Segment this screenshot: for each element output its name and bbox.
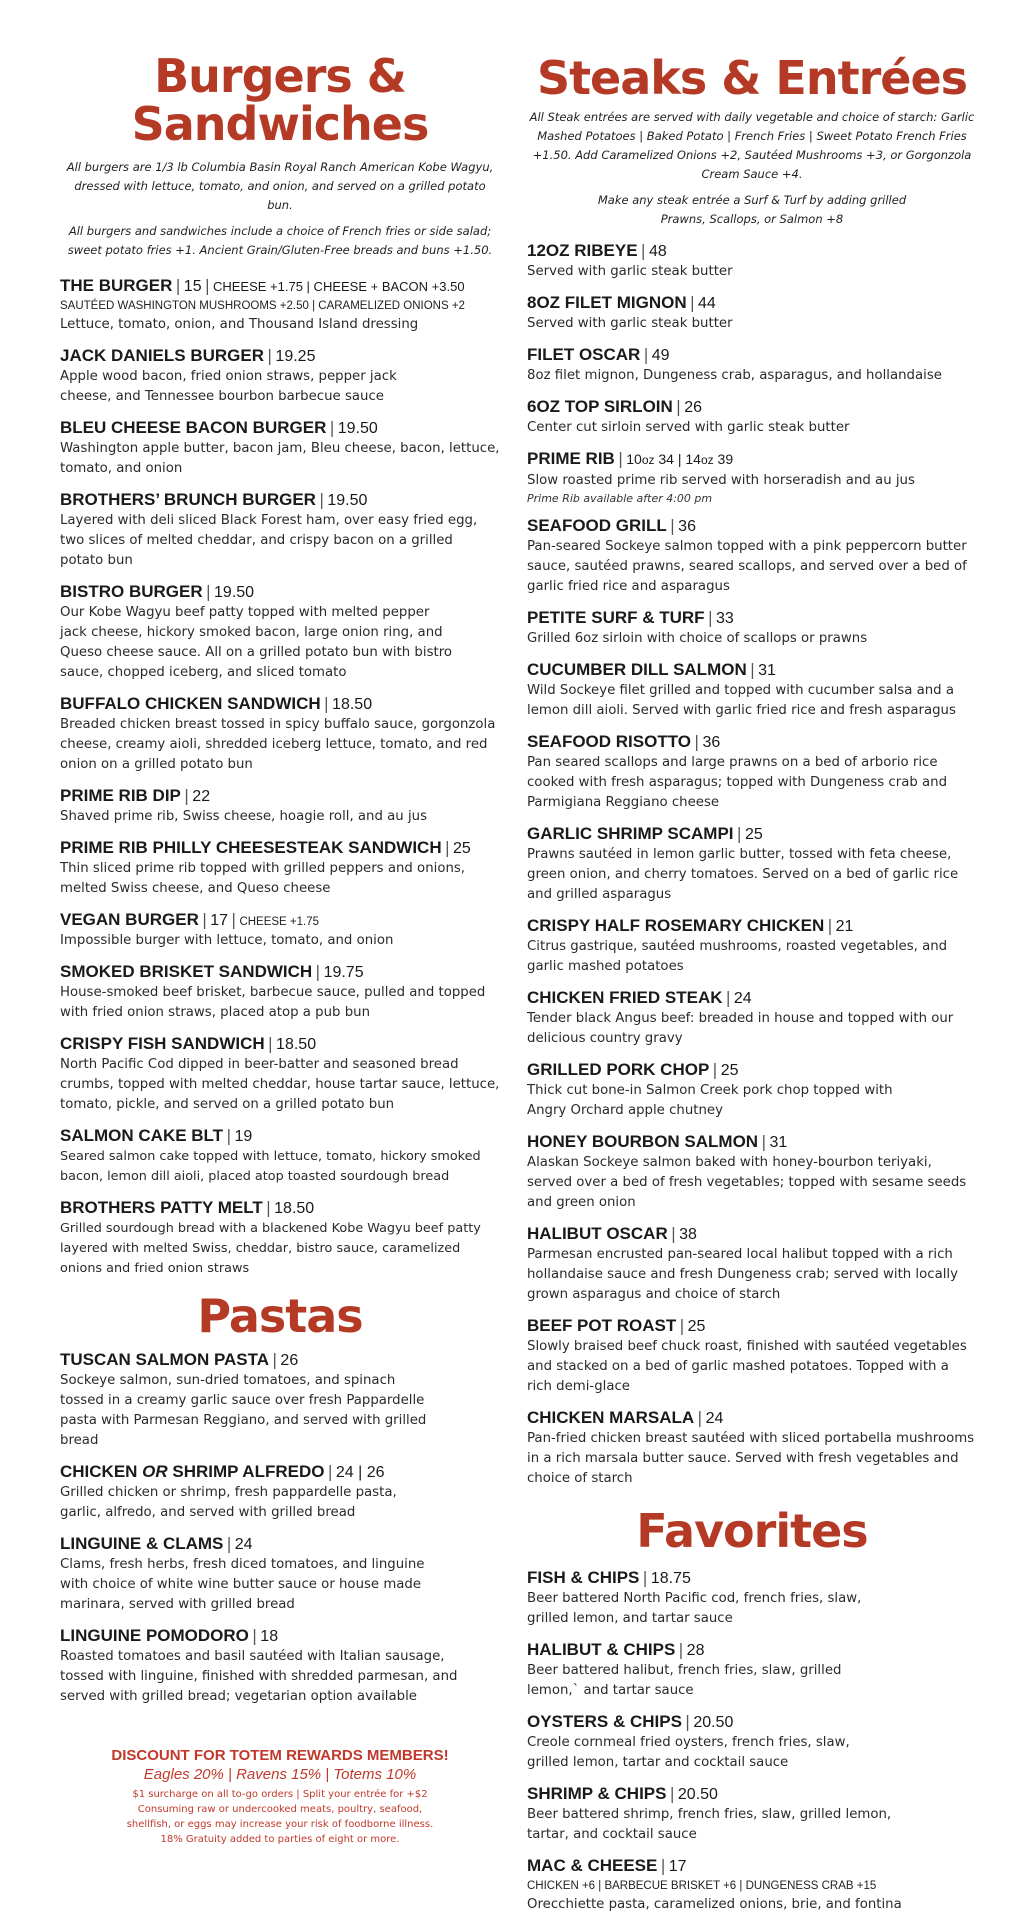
item-name: 8OZ FILET MIGNON — [527, 293, 687, 312]
item-desc: Slowly braised beef chuck roast, finished with sautéed vegetables and stacked on a bed of garlic mashed potatoes. Topped with a rich demi-glace — [527, 1339, 967, 1394]
item-name: SALMON CAKE BLT — [60, 1126, 224, 1145]
item-name: 6OZ TOP SIRLOIN — [527, 397, 673, 416]
item-name: GARLIC SHRIMP SCAMPI — [527, 824, 734, 843]
menu-item: JACK DANIELS BURGER | 19.25 Apple wood bacon, fried onion straws, pepper jack cheese, and Tennessee bourbon barbecue sauce — [60, 345, 500, 407]
pastas-title: Pastas — [197, 1289, 363, 1343]
item-price: 20.50 — [693, 1714, 734, 1731]
item-desc: Grilled 6oz sirloin with choice of scallops or prawns — [527, 631, 868, 646]
menu-item: CHICKEN MARSALA | 24 Pan-fried chicken breast sautéed with sliced portabella mushrooms in a rich marsala butter sauce. Served with fresh vegetables and choice of starch — [527, 1407, 977, 1489]
menu-item: PRIME RIB DIP | 22 Shaved prime rib, Swiss cheese, hoagie roll, and au jus — [60, 785, 500, 827]
item-name: LINGUINE POMODORO — [60, 1626, 249, 1645]
item-desc: Layered with deli sliced Black Forest ham, over easy fried egg, two slices of melted cheddar, and crispy bacon on a grilled potato bun — [60, 513, 478, 568]
menu-item: 6OZ TOP SIRLOIN | 26 Center cut sirloin served with garlic steak butter — [527, 396, 977, 438]
menu-item: FISH & CHIPS | 18.75 Beer battered North Pacific cod, french fries, slaw, grilled lemon, and tartar sauce — [527, 1567, 977, 1629]
menu-item: BISTRO BURGER | 19.50 Our Kobe Wagyu beef patty topped with melted pepper jack cheese, hickory smoked bacon, large onion ring, and Queso cheese sauce. All on a grilled potato bun with bistro sauce, chopped iceberg, and sliced tomato — [60, 581, 500, 683]
item-price: 19.50 — [337, 420, 378, 437]
item-price: 31 — [758, 662, 776, 679]
menu-item: SHRIMP & CHIPS | 20.50 Beer battered shrimp, french fries, slaw, grilled lemon, tartar, and cocktail sauce — [527, 1783, 977, 1845]
item-price: 18 — [260, 1628, 279, 1645]
menu-item: CRISPY HALF ROSEMARY CHICKEN | 21 Citrus gastrique, sautéed mushrooms, roasted vegetables, and garlic mashed potatoes — [527, 915, 977, 977]
item-price: 21 — [835, 918, 854, 935]
footer-line: shellfish, or eggs may increase your risk of foodborne illness. — [126, 1819, 434, 1830]
burgers-title: Burgers & Sandwiches — [131, 49, 429, 151]
menu-item: BUFFALO CHICKEN SANDWICH | 18.50 Breaded chicken breast tossed in spicy buffalo sauce, gorgonzola cheese, creamy aioli, shredded iceberg lettuce, tomato, and red onion on a grilled potato bun — [60, 693, 500, 775]
item-addons-small: SAUTÉED WASHINGTON MUSHROOMS +2.50 | CARAMELIZED ONIONS +2 — [60, 300, 465, 312]
item-price: 38 — [679, 1226, 697, 1243]
item-price: 10oz 34 | 14oz 39 — [626, 451, 734, 467]
item-desc: Our Kobe Wagyu beef patty topped with melted pepper jack cheese, hickory smoked bacon, large onion ring, and Queso cheese sauce. All on a grilled potato bun with bistro sauce, chopped iceberg, and sliced tomato — [60, 605, 453, 680]
item-price: 24 | 26 — [335, 1464, 385, 1481]
item-price: 25 — [720, 1062, 739, 1079]
item-price: 44 — [698, 295, 716, 312]
menu-item: HALIBUT OSCAR | 38 Parmesan encrusted pan-seared local halibut topped with a rich hollandaise sauce and fresh Dungeness crab; served with locally grown asparagus and choice of starch — [527, 1223, 977, 1305]
item-price: 19.75 — [323, 964, 364, 981]
item-name: BROTHERS’ BRUNCH BURGER — [60, 490, 316, 509]
item-desc: Seared salmon cake topped with lettuce, tomato, hickory smoked bacon, lemon dill aioli, placed atop toasted sourdough bread — [60, 1149, 481, 1184]
item-desc: Prawns sautéed in lemon garlic butter, tossed with feta cheese, green onion, and cherry tomatoes. Served on a bed of garlic rice and grilled asparagus — [527, 847, 959, 902]
item-name: CHICKEN OR SHRIMP ALFREDO — [60, 1462, 325, 1481]
item-name: TUSCAN SALMON PASTA — [60, 1350, 270, 1369]
menu-item: PETITE SURF & TURF | 33 Grilled 6oz sirloin with choice of scallops or prawns — [527, 607, 977, 649]
item-price: 48 — [648, 243, 667, 260]
menu-item: PRIME RIB PHILLY CHEESESTEAK SANDWICH | 25 Thin sliced prime rib topped with grilled peppers and onions, melted Swiss cheese, and Queso cheese — [60, 837, 500, 899]
menu-item: BROTHERS’ BRUNCH BURGER | 19.50 Layered with deli sliced Black Forest ham, over easy fried egg, two slices of melted cheddar, and crispy bacon on a grilled potato bun — [60, 489, 500, 571]
item-name: THE BURGER — [60, 276, 173, 295]
item-price: 36 — [678, 518, 696, 535]
item-price: 18.50 — [332, 696, 373, 713]
item-name: BROTHERS PATTY MELT — [60, 1198, 263, 1217]
right-column — [527, 0, 977, 1925]
item-name: BEEF POT ROAST — [527, 1316, 677, 1335]
item-desc: Thick cut bone-in Salmon Creek pork chop topped with Angry Orchard apple chutney — [527, 1083, 893, 1118]
item-desc: Breaded chicken breast tossed in spicy buffalo sauce, gorgonzola cheese, creamy aioli, shredded iceberg lettuce, tomato, and red onion on a grilled potato bun — [60, 717, 496, 772]
item-price: 17 — [210, 912, 229, 929]
menu-item: PRIME RIB | 10oz 34 | 14oz 39 Slow roasted prime rib served with horseradish and au jus Prime Rib available after 4:00 pm — [527, 448, 977, 505]
item-desc: Shaved prime rib, Swiss cheese, hoagie roll, and au jus — [60, 809, 428, 824]
item-desc: Parmesan encrusted pan-seared local halibut topped with a rich hollandaise sauce and fresh Dungeness crab; served with locally grown asparagus and choice of starch — [527, 1247, 958, 1302]
menu-item: GARLIC SHRIMP SCAMPI | 25 Prawns sautéed in lemon garlic butter, tossed with feta cheese, green onion, and cherry tomatoes. Served on a bed of garlic rice and grilled asparagus — [527, 823, 977, 905]
menu-item: SEAFOOD RISOTTO | 36 Pan seared scallops and large prawns on a bed of arborio rice cooked with fresh asparagus; topped with Dungeness crab and Parmigiana Reggiano cheese — [527, 731, 977, 813]
menu-item: BEEF POT ROAST | 25 Slowly braised beef chuck roast, finished with sautéed vegetables and stacked on a bed of garlic mashed potatoes. Topped with a rich demi-glace — [527, 1315, 977, 1397]
item-desc: Sockeye salmon, sun-dried tomatoes, and spinach tossed in a creamy garlic sauce over fresh Pappardelle pasta with Parmesan Reggiano, and served with grilled bread — [60, 1373, 427, 1448]
item-desc: House-smoked beef brisket, barbecue sauce, pulled and topped with fried onion straws, placed atop a pub bun — [60, 985, 486, 1020]
item-name: BLEU CHEESE BACON BURGER — [60, 418, 327, 437]
item-desc: 8oz filet mignon, Dungeness crab, asparagus, and hollandaise — [527, 368, 942, 383]
favorites-title: Favorites — [636, 1504, 868, 1558]
rewards-title: DISCOUNT FOR TOTEM REWARDS MEMBERS! — [111, 1747, 449, 1764]
item-price: 31 — [769, 1134, 788, 1151]
menu-item: SEAFOOD GRILL | 36 Pan-seared Sockeye salmon topped with a pink peppercorn butter sauce, sautéed prawns, seared scallops, and served over a bed of garlic fried rice and asparagus — [527, 515, 977, 597]
item-desc: Wild Sockeye filet grilled and topped with cucumber salsa and a lemon dill aioli. Served with garlic fried rice and fresh asparagus — [527, 683, 956, 718]
item-price: 18.50 — [276, 1036, 317, 1053]
item-desc: Clams, fresh herbs, fresh diced tomatoes, and linguine with choice of white wine butter sauce or house made marinara, served with grilled bread — [60, 1557, 425, 1612]
item-name: JACK DANIELS BURGER — [60, 346, 265, 365]
menu-item: SMOKED BRISKET SANDWICH | 19.75 House-smoked beef brisket, barbecue sauce, pulled and topped with fried onion straws, placed atop a pub bun — [60, 961, 500, 1023]
item-desc: Beer battered shrimp, french fries, slaw, grilled lemon, tartar, and cocktail sauce — [527, 1807, 892, 1842]
menu-item: HONEY BOURBON SALMON | 31 Alaskan Sockeye salmon baked with honey-bourbon teriyaki, served over a bed of fresh vegetables; topped with sesame seeds and green onion — [527, 1131, 977, 1213]
item-price: 22 — [192, 788, 211, 805]
item-price: 20.50 — [677, 1786, 718, 1803]
item-desc: Pan-seared Sockeye salmon topped with a pink peppercorn butter sauce, sautéed prawns, seared scallops, and served over a bed of garlic fried rice and asparagus — [527, 539, 967, 594]
item-name: PRIME RIB — [527, 449, 615, 468]
item-name: CHICKEN FRIED STEAK — [527, 988, 723, 1007]
item-desc: Washington apple butter, bacon jam, Bleu cheese, bacon, lettuce, tomato, and onion — [60, 441, 500, 476]
steaks-title: Steaks & Entrées — [536, 51, 968, 105]
item-desc: Beer battered halibut, french fries, slaw, grilled lemon,` and tartar sauce — [527, 1663, 842, 1698]
item-name: HALIBUT OSCAR — [527, 1224, 668, 1243]
menu-item: CRISPY FISH SANDWICH | 18.50 North Pacific Cod dipped in beer-batter and seasoned bread crumbs, topped with melted cheddar, house tartar sauce, lettuce, tomato, pickle, and served on a grilled potato bun — [60, 1033, 500, 1115]
item-desc: North Pacific Cod dipped in beer-batter and seasoned bread crumbs, topped with melted cheddar, house tartar sauce, lettuce, tomato, pickle, and served on a grilled potato bun — [60, 1057, 500, 1112]
item-desc: Pan-fried chicken breast sautéed with sliced portabella mushrooms in a rich marsala butter sauce. Served with fresh vegetables and choice of starch — [527, 1431, 975, 1486]
footer-line: Consuming raw or undercooked meats, poultry, seafood, — [137, 1804, 423, 1815]
item-name: BUFFALO CHICKEN SANDWICH — [60, 694, 321, 713]
item-price: 18.50 — [274, 1200, 315, 1217]
menu-item: BLEU CHEESE BACON BURGER | 19.50 Washington apple butter, bacon jam, Bleu cheese, bacon, lettuce, tomato, and onion — [60, 417, 500, 479]
menu-item: CHICKEN OR SHRIMP ALFREDO | 24 | 26 Grilled chicken or shrimp, fresh pappardelle pasta, garlic, alfredo, and served with grilled bread — [60, 1461, 500, 1523]
item-name: SMOKED BRISKET SANDWICH — [60, 962, 313, 981]
item-price: 33 — [715, 610, 734, 627]
menu-item: CHICKEN FRIED STEAK | 24 Tender black Angus beef: breaded in house and topped with our delicious country gravy — [527, 987, 977, 1049]
item-price: 19.50 — [214, 584, 255, 601]
item-desc: Lettuce, tomato, onion, and Thousand Island dressing — [60, 317, 419, 332]
item-desc: Served with garlic steak butter — [527, 264, 733, 279]
item-desc: Beer battered North Pacific cod, french fries, slaw, grilled lemon, and tartar sauce — [527, 1591, 862, 1626]
item-desc: Impossible burger with lettuce, tomato, and onion — [60, 933, 394, 948]
menu-item: 8OZ FILET MIGNON | 44 Served with garlic steak butter — [527, 292, 977, 334]
menu-item: HALIBUT & CHIPS | 28 Beer battered halibut, french fries, slaw, grilled lemon,` and tartar sauce — [527, 1639, 977, 1701]
menu-item: MAC & CHEESE | 17 CHICKEN +6 | BARBECUE BRISKET +6 | DUNGENESS CRAB +15 Orecchiette pasta, caramelized onions, brie, and fontina — [527, 1855, 977, 1915]
item-price: 24 — [705, 1410, 724, 1427]
item-name: GRILLED PORK CHOP — [527, 1060, 710, 1079]
item-name: PRIME RIB DIP — [60, 786, 181, 805]
footer-line: 18% Gratuity added to parties of eight or more. — [160, 1834, 400, 1845]
item-name: PRIME RIB PHILLY CHEESESTEAK SANDWICH — [60, 838, 442, 857]
menu-item: OYSTERS & CHIPS | 20.50 Creole cornmeal fried oysters, french fries, slaw, grilled lemon, tartar and cocktail sauce — [527, 1711, 977, 1773]
item-name: LINGUINE & CLAMS — [60, 1534, 224, 1553]
burgers-intro-1: All burgers are 1/3 lb Columbia Basin Royal Ranch American Kobe Wagyu, dressed with lettuce, tomato, and onion, and served on a grilled potato bun. — [66, 160, 494, 212]
menu-item: TUSCAN SALMON PASTA | 26 Sockeye salmon, sun-dried tomatoes, and spinach tossed in a creamy garlic sauce over fresh Pappardelle pasta with Parmesan Reggiano, and served with grilled bread — [60, 1349, 500, 1451]
item-name: MAC & CHEESE — [527, 1856, 658, 1875]
item-price: 28 — [686, 1642, 705, 1659]
item-price: 25 — [687, 1318, 706, 1335]
menu-item: VEGAN BURGER | 17 | CHEESE +1.75 Impossible burger with lettuce, tomato, and onion — [60, 909, 500, 951]
item-desc: Served with garlic steak butter — [527, 316, 733, 331]
item-desc: Roasted tomatoes and basil sautéed with Italian sausage, tossed with linguine, finished with shredded parmesan, and served with grilled bread; vegetarian option available — [60, 1649, 458, 1704]
item-price: 18.75 — [650, 1570, 691, 1587]
item-name: VEGAN BURGER — [60, 910, 199, 929]
item-price: 15 — [183, 278, 202, 295]
item-note: Prime Rib available after 4:00 pm — [527, 492, 713, 505]
item-desc: Alaskan Sockeye salmon baked with honey-bourbon teriyaki, served over a bed of fresh vegetables; topped with sesame seeds and green onion — [527, 1155, 967, 1210]
menu-item: LINGUINE POMODORO | 18 Roasted tomatoes and basil sautéed with Italian sausage, tossed with linguine, finished with shredded parmesan, and served with grilled bread; vegetarian option available — [60, 1625, 500, 1707]
item-desc: Grilled chicken or shrimp, fresh pappardelle pasta, garlic, alfredo, and served with grilled bread — [60, 1485, 397, 1520]
steaks-intro-1: All Steak entrées are served with daily vegetable and choice of starch: Garlic Mashed Potatoes | Baked Potato | French Fries | Sweet Potato French Fries +1.50. Add Caramelized Onions +2, Sautéed Mushrooms +3, or Gorgonzola Cream Sauce +4. — [529, 110, 975, 181]
left-column — [60, 0, 500, 1847]
item-name: BISTRO BURGER — [60, 582, 203, 601]
item-desc: Grilled sourdough bread with a blackened Kobe Wagyu beef patty layered with melted Swiss, cheddar, bistro sauce, caramelized onions and fried onion straws — [60, 1221, 481, 1276]
item-name: HALIBUT & CHIPS — [527, 1640, 676, 1659]
item-name: SHRIMP & CHIPS — [527, 1784, 667, 1803]
footer-line: $1 surcharge on all to-go orders | Split your entrée for +$2 — [132, 1789, 428, 1800]
item-price: 19 — [234, 1128, 253, 1145]
steaks-intro-2: Make any steak entrée a Surf & Turf by adding grilled Prawns, Scallops, or Salmon +8 — [597, 193, 907, 226]
item-addons: CHEESE +1.75 — [239, 916, 320, 928]
menu-item: SALMON CAKE BLT | 19 Seared salmon cake topped with lettuce, tomato, hickory smoked bacon, lemon dill aioli, placed atop toasted sourdough bread — [60, 1125, 500, 1187]
item-price: 26 — [684, 399, 702, 416]
item-desc: Tender black Angus beef: breaded in house and topped with our delicious country gravy — [527, 1011, 954, 1046]
rewards-footer — [60, 1747, 500, 1847]
item-name: CRISPY FISH SANDWICH — [60, 1034, 265, 1053]
item-desc: Slow roasted prime rib served with horseradish and au jus — [527, 473, 915, 488]
item-price: 17 — [668, 1858, 687, 1875]
rewards-tiers: Eagles 20% | Ravens 15% | Totems 10% — [143, 1766, 417, 1783]
item-desc: Creole cornmeal fried oysters, french fries, slaw, grilled lemon, tartar and cocktail sauce — [527, 1735, 850, 1770]
menu-item: CUCUMBER DILL SALMON | 31 Wild Sockeye filet grilled and topped with cucumber salsa and a lemon dill aioli. Served with garlic fried rice and fresh asparagus — [527, 659, 977, 721]
menu-item: GRILLED PORK CHOP | 25 Thick cut bone-in Salmon Creek pork chop topped with Angry Orchard apple chutney — [527, 1059, 977, 1121]
item-desc: Citrus gastrique, sautéed mushrooms, roasted vegetables, and garlic mashed potatoes — [527, 939, 948, 974]
item-price: 25 — [453, 840, 471, 857]
item-addons: CHEESE +1.75 | CHEESE + BACON +3.50 — [212, 279, 465, 294]
item-name: 12OZ RIBEYE — [527, 241, 638, 260]
menu-item: THE BURGER | 15 | CHEESE +1.75 | CHEESE + BACON +3.50 SAUTÉED WASHINGTON MUSHROOMS +2.50 | CARAMELIZED ONIONS +2 Lettuce, tomato, onion, and Thousand Island dressing — [60, 275, 500, 335]
item-name: HONEY BOURBON SALMON — [527, 1132, 759, 1151]
menu-item: FILET OSCAR | 49 8oz filet mignon, Dungeness crab, asparagus, and hollandaise — [527, 344, 977, 386]
item-price: 36 — [702, 734, 721, 751]
item-desc: Thin sliced prime rib topped with grilled peppers and onions, melted Swiss cheese, and Queso cheese — [60, 861, 466, 896]
item-price: 19.25 — [275, 348, 316, 365]
item-name: OYSTERS & CHIPS — [527, 1712, 682, 1731]
item-name: PETITE SURF & TURF — [527, 608, 705, 627]
burgers-intro-2: All burgers and sandwiches include a choice of French fries or side salad; sweet potato fries +1. Ancient Grain/Gluten-Free breads and buns +1.50. — [67, 224, 493, 257]
menu-item: 12OZ RIBEYE | 48 Served with garlic steak butter — [527, 240, 977, 282]
item-price: 19.50 — [327, 492, 368, 509]
item-price: 25 — [744, 826, 763, 843]
item-addons-small: CHICKEN +6 | BARBECUE BRISKET +6 | DUNGENESS CRAB +15 — [527, 1880, 877, 1892]
item-name: FILET OSCAR — [527, 345, 641, 364]
item-name: SEAFOOD RISOTTO — [527, 732, 692, 751]
item-price: 49 — [651, 347, 670, 364]
item-price: 24 — [234, 1536, 253, 1553]
menu-item: LINGUINE & CLAMS | 24 Clams, fresh herbs, fresh diced tomatoes, and linguine with choice of white wine butter sauce or house made marinara, served with grilled bread — [60, 1533, 500, 1615]
item-name: SEAFOOD GRILL — [527, 516, 667, 535]
item-name: CHICKEN MARSALA — [527, 1408, 695, 1427]
item-desc: Apple wood bacon, fried onion straws, pepper jack cheese, and Tennessee bourbon barbecue sauce — [60, 369, 397, 404]
item-name: CUCUMBER DILL SALMON — [527, 660, 747, 679]
item-name: FISH & CHIPS — [527, 1568, 640, 1587]
item-desc: Center cut sirloin served with garlic steak butter — [527, 420, 850, 435]
item-price: 26 — [280, 1352, 299, 1369]
menu-item: BROTHERS PATTY MELT | 18.50 Grilled sourdough bread with a blackened Kobe Wagyu beef patty layered with melted Swiss, cheddar, bistro sauce, caramelized onions and fried onion straws — [60, 1197, 500, 1279]
item-name: CRISPY HALF ROSEMARY CHICKEN — [527, 916, 825, 935]
item-price: 24 — [733, 990, 752, 1007]
item-desc: Orecchiette pasta, caramelized onions, brie, and fontina — [527, 1897, 902, 1912]
item-desc: Pan seared scallops and large prawns on a bed of arborio rice cooked with fresh asparagus; topped with Dungeness crab and Parmigiana Reggiano cheese — [527, 755, 948, 810]
